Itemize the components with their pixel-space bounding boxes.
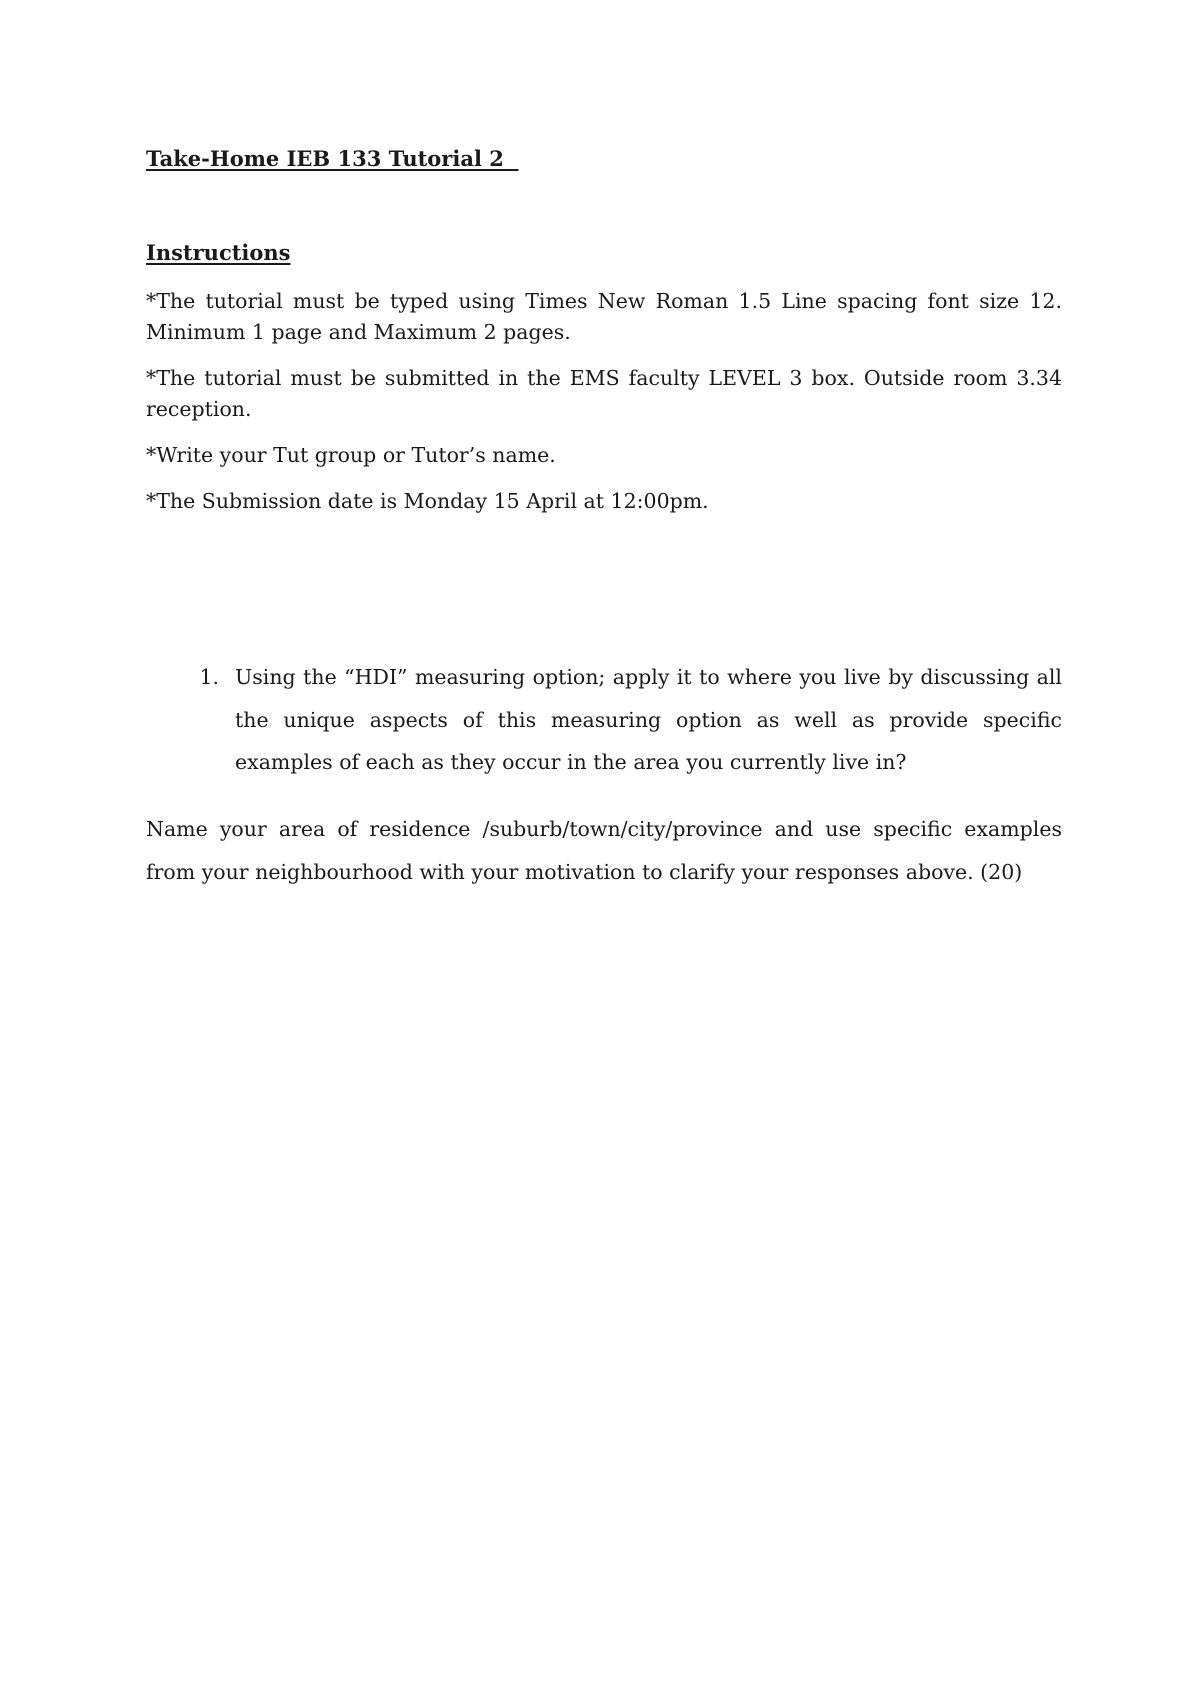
instruction-item: *The Submission date is Monday 15 April at 12:00pm. (146, 489, 709, 513)
document-title: Take-Home IEB 133 Tutorial 2 (146, 146, 519, 171)
instructions-list (146, 286, 1062, 532)
instruction-item: *Write your Tut group or Tutor’s name. (146, 443, 556, 467)
question-list (146, 656, 1062, 784)
follow-up-instruction: Name your area of residence /suburb/town/city/province and use specific examples from your neighbourhood with your motivation to clarify your responses above. (20) (146, 817, 1062, 884)
question-number: 1. (199, 665, 219, 689)
instruction-item: *The tutorial must be typed using Times New Roman 1.5 Line spacing font size 12. Minimum 1 page and Maximum 2 pages. (146, 289, 1062, 344)
instruction-item: *The tutorial must be submitted in the EMS faculty LEVEL 3 box. Outside room 3.34 reception. (146, 366, 1062, 421)
question-item (146, 656, 1062, 784)
instructions-heading: Instructions (146, 240, 291, 265)
question-text: Using the “HDI” measuring option; apply it to where you live by discussing all the unique aspects of this measuring option as well as provide specific examples of each as they occur in the area you currently live in? (235, 665, 1062, 774)
